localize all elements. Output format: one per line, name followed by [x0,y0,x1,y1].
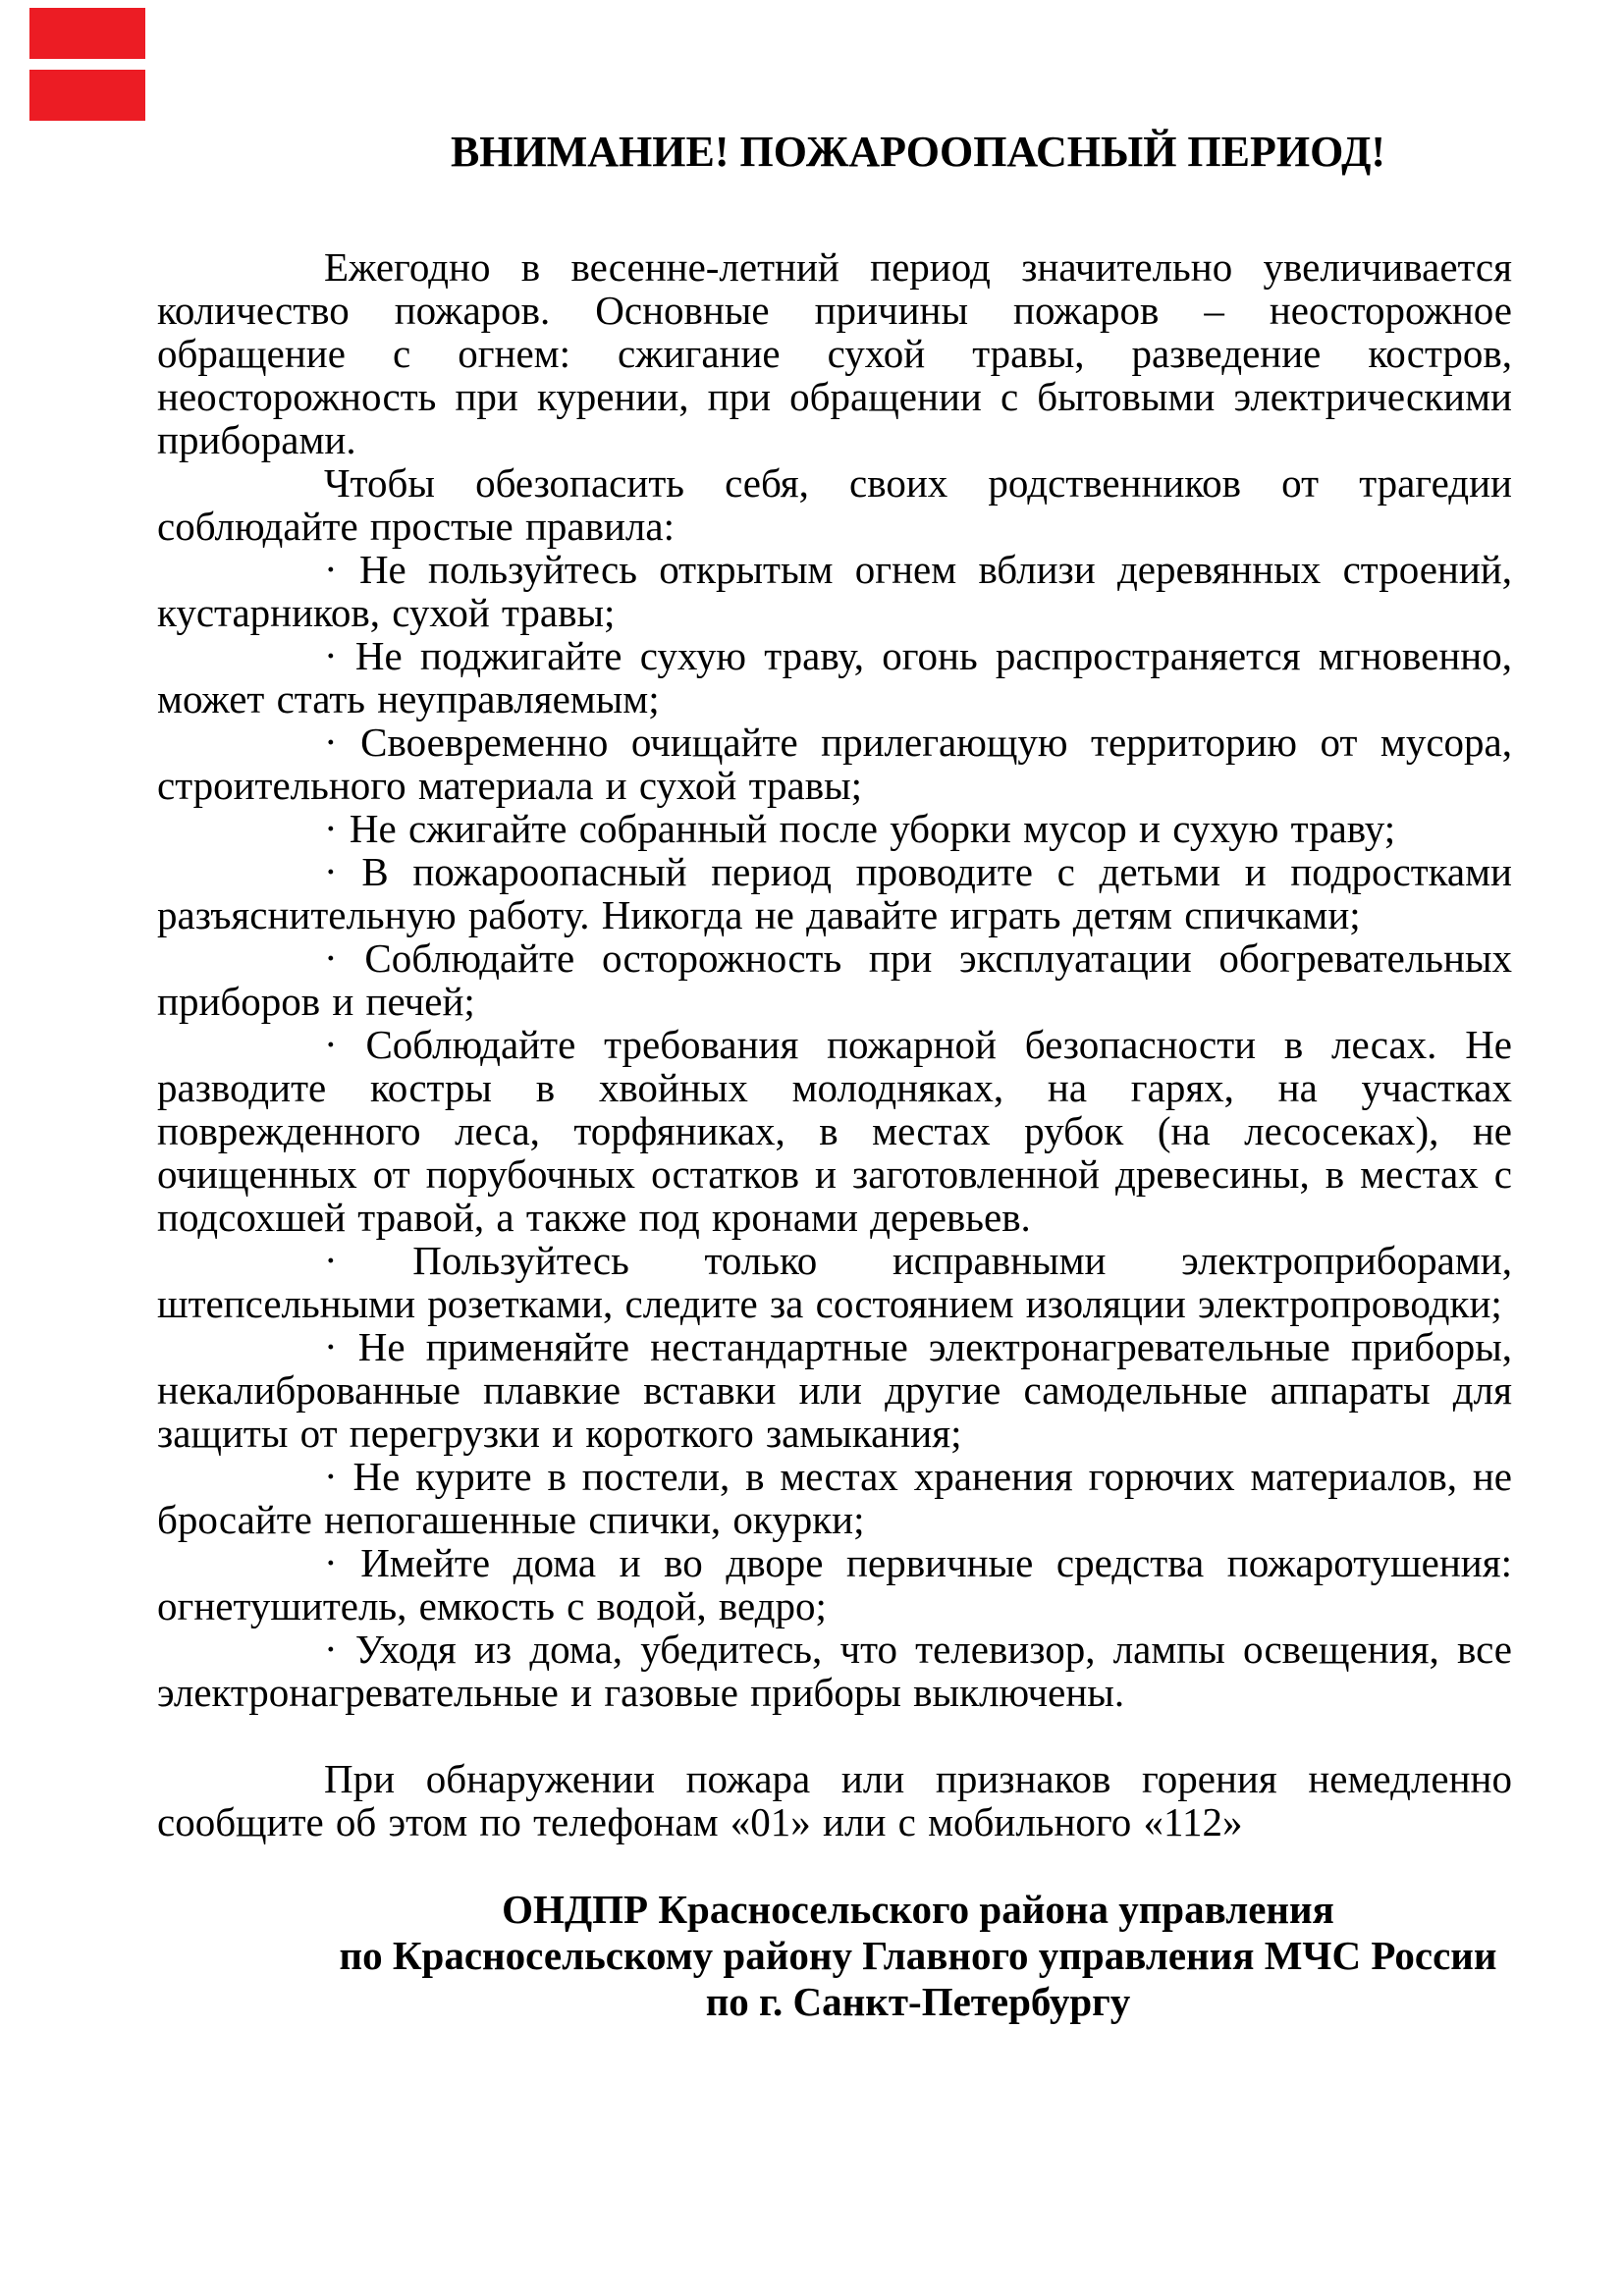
signature-block [157,1887,1512,2025]
red-mark [29,70,145,121]
rule-item: · Имейте дома и во дворе первичные средства пожаротушения: огнетушитель, емкость с водой, ведро; [157,1540,1512,1629]
signature-line: ОНДПР Красносельского района управления [502,1887,1334,1932]
rule-item: · Не поджигайте сухую траву, огонь распространяется мгновенно, может стать неуправляемым; [157,633,1512,721]
rule-item: · Не применяйте нестандартные электронагревательные приборы, некалиброванные плавкие вставки или другие самодельные аппараты для защиты от перегрузки и короткого замыкания; [157,1324,1512,1456]
intro-paragraph: Ежегодно в весенне-летний период значительно увеличивается количество пожаров. Основные причины пожаров – неосторожное обращение с огнем: сжигание сухой травы, разведение костров, неосторожность при курении, при обращении с бытовыми электрическими приборами. [157,244,1512,462]
document-body [157,128,1512,2025]
rule-item: · Не пользуйтесь открытым огнем вблизи деревянных строений, кустарников, сухой травы; [157,547,1512,635]
rule-item: · Пользуйтесь только исправными электроприборами, штепсельными розетками, следите за состоянием изоляции электропроводки; [157,1238,1512,1326]
document-title: ВНИМАНИЕ! ПОЖАРООПАСНЫЙ ПЕРИОД! [450,128,1386,176]
rule-item: · Соблюдайте требования пожарной безопасности в лесах. Не разводите костры в хвойных молодняках, на гарях, на участках поврежденного леса, торфяниках, в местах рубок (на лесосеках), не очищенных от порубочных остатков и заготовленной древесины, в местах с подсохшей травой, а также под кронами деревьев. [157,1022,1512,1240]
rule-item: · Своевременно очищайте прилегающую территорию от мусора, строительного материала и сухой травы; [157,720,1512,808]
signature-line: по Красносельскому району Главного управления МЧС России [339,1933,1497,1978]
intro-paragraph: Чтобы обезопасить себя, своих родственников от трагедии соблюдайте простые правила: [157,460,1512,549]
rule-item: · Не курите в постели, в местах хранения горючих материалов, не бросайте непогашенные спички, окурки; [157,1454,1512,1542]
rule-item: · Не сжигайте собранный после уборки мусор и сухую траву; [324,806,1396,851]
alert-paragraph: При обнаружении пожара или признаков горения немедленно сообщите об этом по телефонам «01» или с мобильного «112» [157,1756,1512,1844]
corner-print-marks [29,8,145,132]
rule-item: · Уходя из дома, убедитесь, что телевизор, лампы освещения, все электронагревательные и газовые приборы выключены. [157,1627,1512,1715]
rule-item: · В пожароопасный период проводите с детьми и подростками разъяснительную работу. Никогда не давайте играть детям спичками; [157,849,1512,937]
red-mark [29,8,145,59]
rule-item: · Соблюдайте осторожность при эксплуатации обогревательных приборов и печей; [157,935,1512,1024]
signature-line: по г. Санкт-Петербургу [705,1979,1131,2024]
